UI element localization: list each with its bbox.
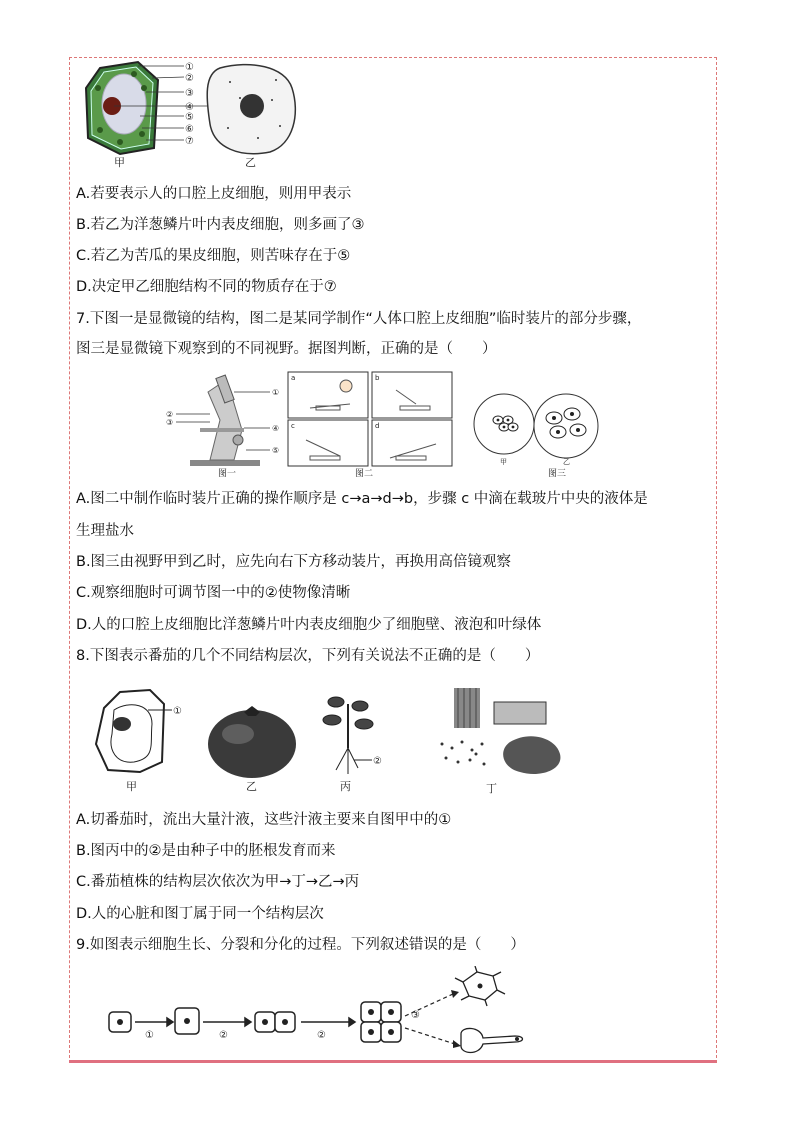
- q7-step-b: b: [375, 374, 380, 382]
- page-bottom-rule: [69, 1060, 716, 1063]
- q9-figure: [105, 966, 535, 1058]
- q6-label-7: ⑦: [185, 136, 194, 147]
- q8-caption-bing: 丙: [340, 780, 351, 793]
- q6-caption-jia: 甲: [114, 156, 125, 169]
- q6-option-a: A.若要表示人的口腔上皮细胞，则用甲表示: [76, 186, 352, 202]
- q9-label-2b: ②: [317, 1030, 326, 1041]
- q8-stem: 8.下图表示番茄的几个不同结构层次，下列有关说法不正确的是（ ）: [76, 648, 540, 664]
- q6-label-4: ④: [185, 102, 194, 113]
- q8-option-d: D.人的心脏和图丁属于同一个结构层次: [76, 906, 324, 922]
- q9-label-1: ①: [145, 1030, 154, 1041]
- q7-option-a-line2: 生理盐水: [76, 523, 134, 539]
- q7-view-yi: 乙: [563, 458, 570, 466]
- q7-view-jia: 甲: [500, 458, 507, 466]
- q7-step-d: d: [375, 422, 380, 430]
- q6-option-c: C.若乙为苦瓜的果皮细胞，则苦味存在于⑤: [76, 248, 351, 264]
- q7-caption-fig1: 图一: [218, 469, 237, 479]
- q6-label-5: ⑤: [185, 112, 194, 123]
- q8-caption-ding: 丁: [486, 782, 497, 795]
- q7-stem-line2: 图三是显微镜下观察到的不同视野。据图判断，正确的是（ ）: [76, 341, 497, 357]
- q7-option-a-line1: A.图二中制作临时装片正确的操作顺序是 c→a→d→b，步骤 c 中滴在载玻片中央的液体是: [76, 491, 648, 507]
- q7-option-d: D.人的口腔上皮细胞比洋葱鳞片叶内表皮细胞少了细胞壁、液泡和叶绿体: [76, 617, 542, 633]
- q6-label-1: ①: [185, 62, 194, 73]
- q6-label-2: ②: [185, 73, 194, 84]
- q7-step-c: c: [291, 422, 295, 430]
- q8-caption-jia: 甲: [126, 780, 137, 793]
- q8-option-c: C.番茄植株的结构层次依次为甲→丁→乙→丙: [76, 874, 360, 890]
- q6-label-6: ⑥: [185, 124, 194, 135]
- q7-caption-fig3: 图三: [548, 469, 567, 479]
- q6-caption-yi: 乙: [245, 156, 256, 169]
- q7-scope-label-5: ⑤: [272, 446, 280, 455]
- q8-option-b: B.图丙中的②是由种子中的胚根发育而来: [76, 843, 336, 859]
- q8-label-2: ②: [373, 756, 382, 767]
- q7-scope-label-2: ②: [166, 410, 174, 419]
- q8-label-1: ①: [173, 706, 182, 717]
- q6-option-d: D.决定甲乙细胞结构不同的物质存在于⑦: [76, 279, 337, 295]
- q6-option-b: B.若乙为洋葱鳞片叶内表皮细胞，则多画了③: [76, 217, 365, 233]
- q7-option-b: B.图三由视野甲到乙时，应先向右下方移动装片，再换用高倍镜观察: [76, 554, 512, 570]
- q7-scope-label-3: ③: [166, 418, 174, 427]
- q9-stem: 9.如图表示细胞生长、分裂和分化的过程。下列叙述错误的是（ ）: [76, 937, 525, 953]
- q7-caption-fig2: 图二: [355, 469, 374, 479]
- q7-option-c: C.观察细胞时可调节图一中的②使物像清晰: [76, 585, 351, 601]
- q8-option-a: A.切番茄时，流出大量汁液，这些汁液主要来自图甲中的①: [76, 812, 452, 828]
- q7-scope-label-1: ①: [272, 388, 280, 397]
- q7-figure: [150, 370, 610, 480]
- q9-label-3: ③: [411, 1010, 420, 1021]
- q8-caption-yi: 乙: [246, 780, 257, 793]
- q6-label-3: ③: [185, 88, 194, 99]
- microscope-icon: [190, 375, 260, 466]
- q9-label-2a: ②: [219, 1030, 228, 1041]
- q7-scope-label-4: ④: [272, 424, 280, 433]
- q8-figure: [90, 684, 570, 796]
- q7-stem-line1: 7.下图一是显微镜的结构，图二是某同学制作“人体口腔上皮细胞”临时装片的部分步骤，: [76, 311, 642, 327]
- q6-cell-figure: [80, 58, 320, 170]
- q7-step-a: a: [291, 374, 296, 382]
